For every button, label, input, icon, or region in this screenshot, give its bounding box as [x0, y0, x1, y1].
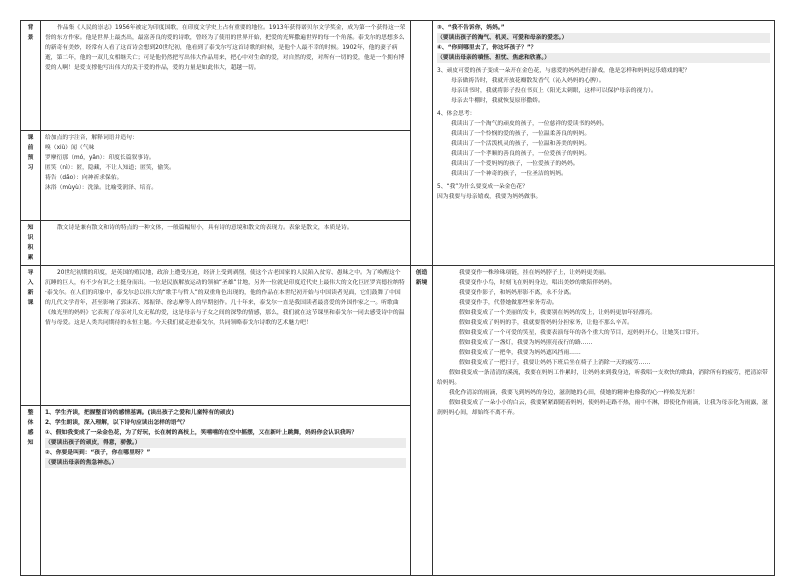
preview-item: 罗摩衍那（mó，yǎn）：印度长篇叙事诗。	[45, 155, 155, 161]
preview-cell	[41, 131, 411, 221]
creative-line: 假如我变成了一个可爱的笑星，我要表演每年的各个重大的节目，逗妈妈开心，让她笑口常开。	[459, 330, 703, 336]
label-knowledge: 知识积累	[21, 221, 41, 266]
right-top-cell	[433, 21, 775, 266]
think-item: 我读出了一个活泼机灵的孩子，一位温和善美的妈妈。	[451, 141, 591, 147]
answer-5: 因为我要与母亲嬉戏，我要为妈妈做事。	[437, 194, 542, 200]
creative-cell	[433, 266, 775, 576]
label-intro: 导入新课	[21, 266, 41, 406]
creative-line: 假如我变成了一把伞，我要为妈妈遮风挡雨……	[459, 350, 581, 356]
lesson-plan-table	[20, 20, 775, 576]
think-item: 我读出了一个孝顺的善良的孩子，一位爱孩子的妈妈。	[451, 151, 591, 157]
label-creative: 创造新境	[411, 266, 433, 576]
creative-line: 假如我变成了一个美丽的发卡，我要别在妈妈的发上，让妈妈更加年轻漂亮。	[459, 310, 657, 316]
creative-line: 我要变作一株珍珠项链，挂在妈妈脖子上，让妈妈更美丽。	[459, 270, 610, 276]
creative-line: 假如我变成一条清清的溪流，我要在妈妈工作累时，让妈妈来到我身边，听我唱一支欢快的歌曲，消除所有的疲劳，把清凉带给妈妈。	[437, 370, 768, 386]
perception-step-2: 2、学生朗读，深入理解，以下诗句应读出怎样的语气？	[45, 420, 189, 426]
answer-1: （要读出孩子的顽皮，得意，骄傲。）	[45, 438, 406, 448]
intro-cell	[41, 266, 411, 406]
background-cell	[41, 21, 411, 131]
line-1: 母亲做祷告时，我就开放花瓣散发香气（沁入妈妈的心脾）。	[451, 78, 605, 84]
think-item: 我读出了一个淘气的顽皮的孩子，一位慈祥的爱读书的妈妈。	[451, 121, 608, 127]
answer-4: （要读出母亲的嗔怪、担忧、焦虑和欣喜。）	[437, 53, 770, 63]
preview-item: 祷告（dǎo）：向神祈求保佑。	[45, 175, 123, 181]
lesson-plan-sheet	[20, 20, 774, 565]
creative-line: 假如我变成了一把扫子，我要让妈妈下班后坐在椅子上消除一天的疲劳……	[459, 360, 651, 366]
think-item: 我读出了一个怜悯的爱的孩子，一位温柔善良的妈妈。	[451, 131, 591, 137]
creative-line: 我化作清凉的雨滴，我要飞到妈妈的身边，滋润她的心田，使她的精神也像我的心一样焕发光彩！	[449, 390, 699, 396]
question-2: ②、你要是叫到：“孩子，你在哪里呀？”	[45, 450, 151, 456]
task-4: 4、体会思考：	[437, 111, 476, 117]
line-3: 母亲去牛棚时，我就恢复原形撒娇。	[451, 98, 544, 104]
perception-cell	[41, 406, 411, 576]
answer-3: （要读出孩子的淘气、机灵、可爱和母亲的爱恋。）	[437, 33, 770, 43]
label-perception: 整体感知	[21, 406, 41, 576]
think-item: 我读出了一个神奇的孩子，一位圣洁的妈妈。	[451, 171, 567, 177]
creative-line: 我要变作手，代替她做那些家务劳动。	[459, 300, 558, 306]
preview-item: 嗅（xiù）闻（气味	[45, 145, 95, 151]
line-2: 母亲读书时，我就将影子投在书页上（阳光太刺眼，这样可以保护母亲的视力）。	[451, 88, 657, 94]
knowledge-cell	[41, 221, 411, 266]
creative-line: 假如我变成了一盏灯，我要为妈妈照亮夜行的路……	[459, 340, 593, 346]
think-item: 我读出了一个爱妈妈的孩子，一位爱孩子的妈妈。	[451, 161, 579, 167]
intro-text: 20世纪初期的印度，是英国的殖民地，政治上遭受压迫，经济上受到剥削，使这个古老国家的人民陷入贫穷、愚昧之中。为了唤醒这个沉睡的巨人，有不少有识之士挺身而出。一位是民族解放运动的领袖“圣雄”甘地，另外一位就是印度近代史上最伟大的文化巨匠罗宾德拉纳特·泰戈尔。在人们的印象中，泰戈尔总以伟大的“歌手与哲人”的双重角色出现的，他的作品在本世纪初开始与中国读者见面，它们鼓舞了中国的几代文学青年，甚至影响了郭沫若、郑振铎、徐志摩等人的早期创作。几十年来，泰戈尔一直是我国读者最喜爱的外国作家之一。听歌曲《烛光里的妈妈》它表现了母亲对儿女无私的爱，这是母亲与子女之间的深挚的情感，那么，我们就在这节课里和泰戈尔一同去感受诗中的温情与母爱。这是人类共同期待的永恒主题。今天我们就走进泰戈尔，共同领略泰戈尔诗歌的艺术魅力吧！	[45, 270, 405, 326]
answer-2: （要读出母亲的焦急神态。）	[45, 458, 406, 468]
creative-line: 我要变作小鸟，时刻飞在妈妈身边，唱出美妙的歌陪伴妈妈。	[459, 280, 616, 286]
right-label-spacer	[411, 21, 433, 266]
perception-step-1: 1、学生齐读，把握整首诗的感情基调。(读出孩子之爱和儿童特有的顽皮)	[45, 410, 235, 416]
preview-item: 匿笑（nì）：匿，隐藏，不让人知道；匿笑，偷笑。	[45, 165, 175, 171]
label-background: 背景	[21, 21, 41, 131]
creative-line: 假如我变成了一朵小小的白云，我要紧紧跟随着妈妈，使妈妈走路不热，雨中不淋，即使化作雨滴，让我为母亲化为雨露，滋润妈妈心间，却始终不离不弃。	[437, 400, 768, 416]
background-text: 作品集《人民的崇志》1956年被定为印度国歌，在印度文学史上占有重要的地位。1913年获得诺贝尔文学奖金，成为第一个获得这一荣誉的东方作家。他是世界上最杰出，最富善良的爱的诗歌，曾经为了使用的世界开始，把爱的光辉撒遍世界的每一个角落。泰戈尔的思想多么的新奇有美妙，经常有人看了这首诗会想到20世纪初，他看到了泰戈尔写这首诗歌的时候，是他个人最不幸的时候。1902年，他的妻子病逝，第二年，他的一双儿女相继夭亡；可是他仍然把写出伟大作品用来，把心中对生命的爱，对自然的爱，对所有一切的爱，他是一个拥有博爱的人啊！是爱支撑他写出伟大的关于爱的作品，爱的力量是如此伟大，超越一切。	[45, 25, 406, 71]
task-3: 3、顽皮可爱的孩子变成一朵开在金色花，与慈爱的妈妈进行游戏，他是怎样和妈妈逗乐嬉戏的呢？	[437, 68, 690, 74]
label-preview: 课前预习	[21, 131, 41, 221]
preview-item: 沐浴（mùyù）：洗澡。比喻受润泽、培育。	[45, 185, 158, 191]
knowledge-text: 散文诗是兼有散文和诗的特点的一种文体，一般篇幅短小，具有诗的意境和散文的表现力。表象是散文，本质是诗。	[57, 225, 353, 231]
preview-title: 给加点的字注音，解释词语并造句：	[45, 135, 138, 141]
question-4: ④、“你到哪里去了，你这坏孩子？”？	[437, 45, 537, 51]
question-1: ①、假如我变成了一朵金色花，为了好玩，长在树的高枝上，笑嘻嘻的在空中摇摆，又在新叶上跳舞，妈妈你会认识我吗？	[45, 430, 358, 436]
question-3: ③、“我不告诉你，妈妈。”	[437, 25, 505, 31]
creative-line: 我要变作影子，和妈妈形影不离，永不分离。	[459, 290, 575, 296]
task-5: 5、“我”为什么要变成一朵金色花？	[437, 184, 528, 190]
creative-line: 假如我变成了妈妈的手，我就要帮妈妈分担家务，让他不那么辛苦。	[459, 320, 633, 326]
